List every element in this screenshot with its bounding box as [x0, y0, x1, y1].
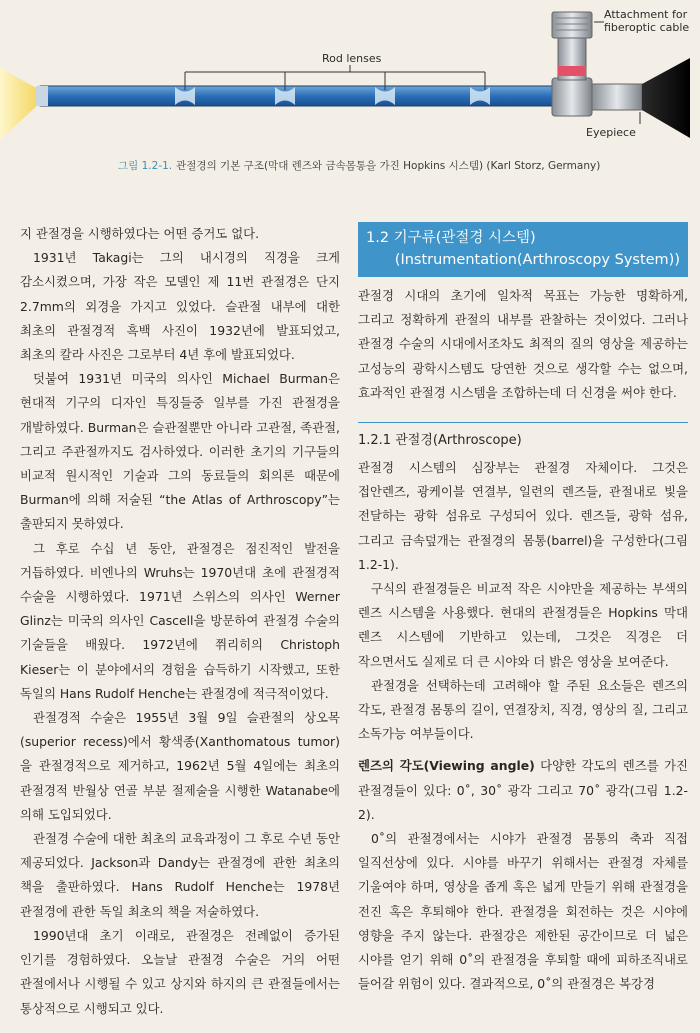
arthroscope-figure — [0, 0, 700, 185]
scope-neck — [592, 84, 642, 110]
viewing-angle-text: 다양한 각도의 렌즈를 가진 관절경들이 있다: 0˚, 30˚ 광각 그리고 70˚ 광각(그림 1.2-2). — [358, 758, 688, 822]
spacer — [358, 746, 688, 754]
section-heading-line2: (Instrumentation(Arthroscopy System)) — [394, 252, 680, 268]
red-ring — [558, 66, 586, 76]
left-paragraph-2: 1931년 Takagi는 그의 내시경의 직경을 크게 감소시켰으며, 가장 작은 모델인 제 11번 관절경은 단지 2.7mm의 외경을 가지고 있었다. 슬관절 내부에 대한 최초의 관절경적 흑백 사진이 1932년에 발표되었고, 최초의 칼라 사진은 그로부터 4년 후에 발표되었다. — [20, 250, 340, 363]
label-eyepiece: Eyepiece — [586, 126, 636, 139]
figure-caption — [118, 158, 678, 173]
left-paragraph-6: 관절경 수술에 대한 최초의 교육과정이 그 후로 수년 동안 제공되었다. Jackson과 Dandy는 관절경에 관한 최초의 책을 출판하였다. Hans Rudolf Henche는 1978년 관절경에 관한 독일 최초의 책을 저술하였다. — [20, 831, 340, 919]
right-paragraph-1: 관절경 시대의 초기에 일차적 목표는 가능한 명확하게, 그리고 정확하게 관절의 내부를 관찰하는 것이었다. 그러나 관절경 수술의 시대에서조차도 최적의 질의 영상을 제공하는 고성능의 광학시스템도 당연한 것으로 생각할 수는 없으며, 효과적인 관절경 시스템을 조합하는데 더 신경을 써야 한다. — [358, 288, 688, 400]
left-paragraph-1: 지 관절경을 시행하였다는 어떤 증거도 없다. — [20, 226, 260, 241]
light-beam — [0, 68, 40, 140]
right-column — [358, 222, 688, 996]
caption-number: 그림 1.2-1. — [118, 160, 173, 172]
scope-housing — [552, 78, 592, 116]
right-paragraph-3: 구식의 관절경들은 비교적 작은 시야만을 제공하는 부색의 렌즈 시스템을 사용했다. 현대의 관절경들은 Hopkins 막대 렌즈 시스템에 기반하고 있는데, 그것은 직경은 더 작으면서도 실제로 더 큰 시야와 더 밝은 영상을 보여준다. — [358, 581, 688, 669]
attachment-cap — [552, 12, 592, 38]
eyepiece-cup — [642, 58, 690, 138]
right-paragraph-4: 관절경을 선택하는데 고려해야 할 주된 요소들은 렌즈의 각도, 관절경 몸통의 길이, 연결장치, 직경, 영상의 질, 그리고 소독가능 여부들이다. — [358, 677, 688, 742]
caption-text: 관절경의 기본 구조(막대 렌즈와 금속몸통을 가진 Hopkins 시스템) (Karl Storz, Germany) — [176, 160, 601, 172]
right-paragraph-2: 관절경 시스템의 심장부는 관절경 자체이다. 그것은 접안렌즈, 광케이블 연결부, 일련의 렌즈들, 관절내로 빛을 전달하는 광학 섬유로 구성되어 있다. 렌즈들, 광학 섬유, 그리고 금속덮개는 관절경의 몸통(barrel)을 구성한다(그림 1.2-1). — [358, 460, 688, 572]
left-column — [20, 222, 340, 1021]
right-paragraph-6: 0˚의 관절경에서는 시야가 관절경 몸통의 축과 직접 일직선상에 있다. 시야를 바꾸기 위해서는 관절경 자체를 기울여야 하며, 영상을 좁게 혹은 넓게 만들기 위해 관절경을 전진 혹은 후퇴해야 한다. 관절경을 회전하는 것은 시야에 영향을 주지 않는다. 관절강은 제한된 공간이므로 더 넓은 시야를 얻기 위해 0˚의 관절경을 후퇴할 때에 피하조직내로 들어갈 위험이 있다. 결과적으로, 0˚의 관절경은 복강경 — [358, 831, 688, 992]
viewing-angle-term: 렌즈의 각도(Viewing angle) — [358, 758, 535, 774]
left-paragraph-7: 1990년대 초기 이래로, 관절경은 전례없이 증가된 인기를 경험하였다. 오늘날 관절경 수술은 거의 어떤 관절에서나 시행될 수 있고 상지와 하지의 큰 관절들에서는 통상적으로 시행되고 있다. — [20, 927, 340, 1016]
section-heading — [358, 222, 688, 277]
label-rod-lenses: Rod lenses — [322, 52, 382, 65]
subheading-divider — [358, 422, 688, 423]
section-heading-line1: 1.2 기구류(관절경 시스템) — [366, 230, 536, 246]
label-attachment: Attachment for fiberoptic cable — [604, 8, 690, 34]
right-paragraph-5 — [358, 754, 688, 827]
tube-tip — [36, 86, 48, 106]
left-paragraph-5: 관절경적 수술은 1955년 3월 9일 슬관절의 상오목(superior recess)에서 황색종(Xanthomatous tumor)을 관절경적으로 제거하고, 1962년 5월 4일에는 최초의 관절경적 반월상 연골 부분 절제술을 시행한 Watanabe에 의해 도입되었다. — [20, 710, 340, 822]
left-paragraph-4: 그 후로 수십 년 동안, 관절경은 점진적인 발전을 거듭하였다. 비엔나의 Wruhs는 1970년대 초에 관절경적 수술을 시행하였다. 1971년 스위스의 의사인 Werner Glinz는 미국의 의사인 Cascell을 방문하여 관절경 수술의 기술들을 배웠다. 1972년에 쮜리히의 Christoph Kieser는 이 분야에서의 경험을 습득하기 시작했고, 또한 독일의 Hans Rudolf Henche는 관절경에 적극적이었다. — [20, 540, 340, 701]
subheading: 1.2.1 관절경(Arthroscope) — [358, 433, 522, 449]
left-paragraph-3: 덧붙여 1931년 미국의 의사인 Michael Burman은 현대적 기구의 디자인 특징들중 일부를 가진 관절경을 개발하였다. Burman은 슬관절뿐만 아니라 고관절, 족관절, 그리고 주관절까지도 검사하였다. 이러한 초기의 기구들의 비교적 원시적인 기술과 그의 동료들의 회의론 때문에 Burman에 의해 저술된 “the Atlas of Arthroscopy”는 출판되지 못하였다. — [20, 371, 340, 532]
